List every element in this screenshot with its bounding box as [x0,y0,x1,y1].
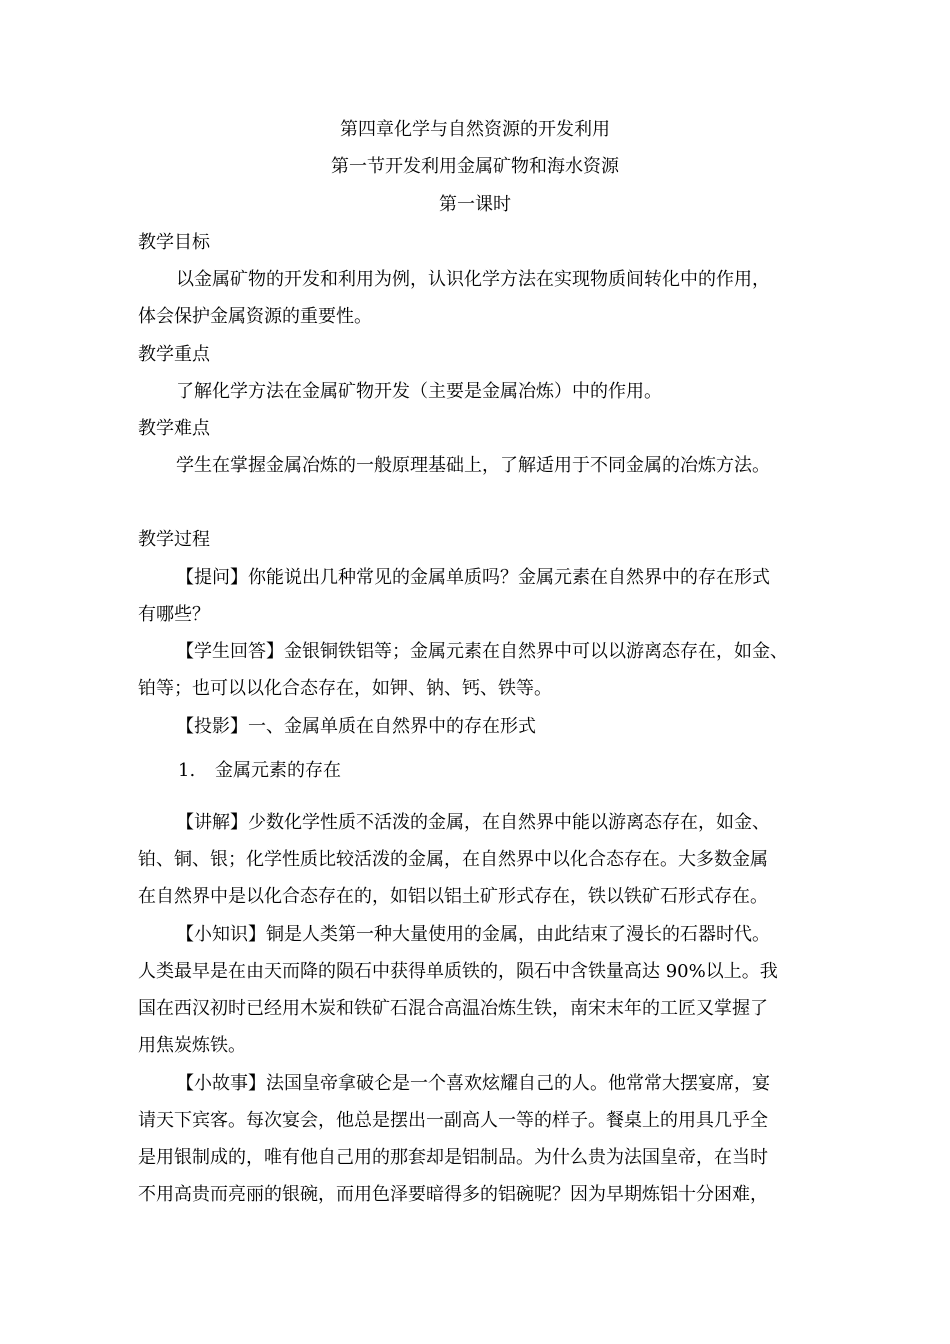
trivia-paragraph: 【小知识】铜是人类第一种大量使用的金属，由此结束了漫长的石器时代。 [176,924,770,945]
projection-paragraph: 【投影】一、金属单质在自然界中的存在形式 [176,716,536,737]
chapter-title: 第四章化学与自然资源的开发利用 [340,119,610,140]
explanation-paragraph: 在自然界中是以化合态存在的，如铝以铝土矿形式存在，铁以铁矿石形式存在。 [138,886,768,907]
objectives-line: 以金属矿物的开发和利用为例，认识化学方法在实现物质间转化中的作用， [176,269,770,290]
question-paragraph: 【提问】你能说出几种常见的金属单质吗？金属元素在自然界中的存在形式 [176,567,770,588]
story-paragraph: 请天下宾客。每次宴会，他总是摆出一副高人一等的样子。餐桌上的用具几乎全 [138,1110,768,1131]
question-paragraph: 有哪些？ [138,604,210,625]
section-title: 第一节开发利用金属矿物和海水资源 [331,156,619,177]
key-points-heading: 教学重点 [138,344,210,365]
answer-paragraph: 铂等；也可以以化合态存在，如钾、钠、钙、铁等。 [138,678,552,699]
objectives-line: 体会保护金属资源的重要性。 [138,306,372,327]
objectives-heading: 教学目标 [138,232,210,253]
list-item-text: 金属元素的存在 [215,760,341,781]
explanation-paragraph: 铂、铜、银；化学性质比较活泼的金属，在自然界中以化合态存在。大多数金属 [138,849,768,870]
story-paragraph: 【小故事】法国皇帝拿破仑是一个喜欢炫耀自己的人。他常常大摆宴席，宴 [176,1073,770,1094]
explanation-paragraph: 【讲解】少数化学性质不活泼的金属，在自然界中能以游离态存在，如金、 [176,812,770,833]
difficulties-line: 学生在掌握金属冶炼的一般原理基础上，了解适用于不同金属的冶炼方法。 [176,455,770,476]
list-item-number: 1. [178,760,196,781]
trivia-paragraph: 用焦炭炼铁。 [138,1035,246,1056]
trivia-paragraph: 人类最早是在由天而降的陨石中获得单质铁的，陨石中含铁量高达 90%以上。我 [138,961,778,982]
answer-paragraph: 【学生回答】金银铜铁铝等；金属元素在自然界中可以以游离态存在，如金、 [176,641,788,662]
difficulties-heading: 教学难点 [138,418,210,439]
trivia-paragraph: 国在西汉初时已经用木炭和铁矿石混合高温冶炼生铁，南宋末年的工匠又掌握了 [138,998,768,1019]
key-points-line: 了解化学方法在金属矿物开发（主要是金属冶炼）中的作用。 [176,381,662,402]
process-heading: 教学过程 [138,529,210,550]
story-paragraph: 是用银制成的，唯有他自己用的那套却是铝制品。为什么贵为法国皇帝，在当时 [138,1147,768,1168]
lesson-title: 第一课时 [439,194,511,215]
story-paragraph: 不用高贵而亮丽的银碗，而用色泽要暗得多的铝碗呢？因为早期炼铝十分困难， [138,1184,768,1205]
